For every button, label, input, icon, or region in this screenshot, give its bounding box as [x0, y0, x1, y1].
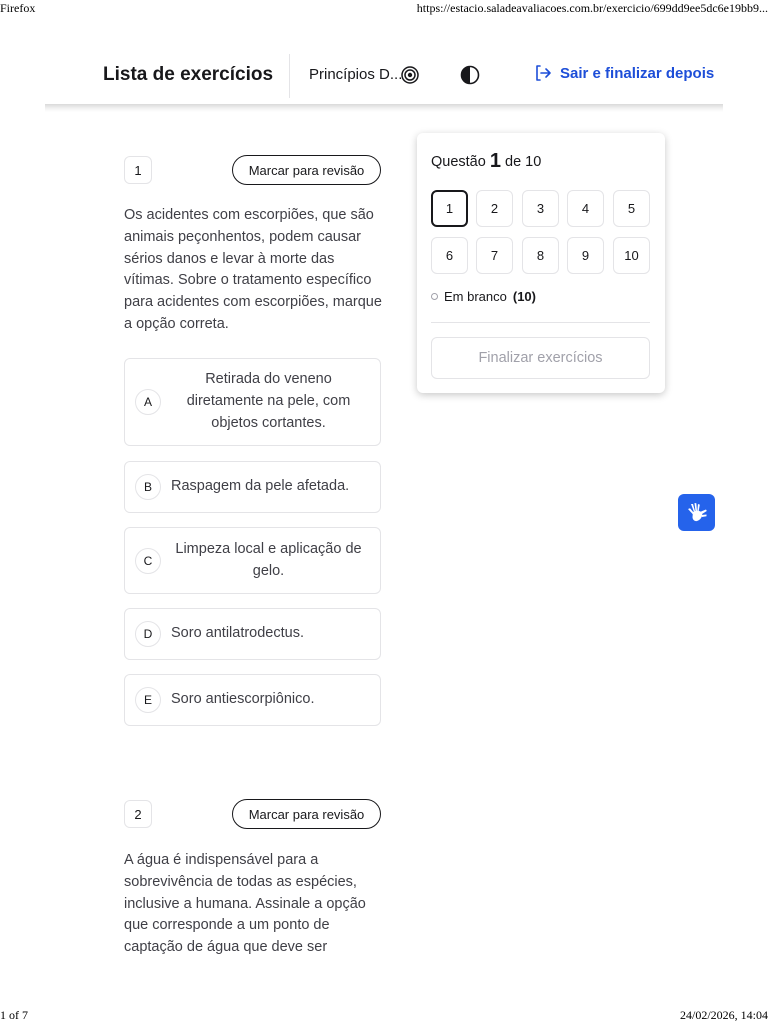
question-nav-button-9[interactable]: 9 — [567, 237, 604, 274]
option-text: Soro antilatrodectus. — [171, 625, 304, 642]
navigator-title — [431, 149, 541, 172]
target-icon[interactable] — [401, 66, 419, 84]
option-letter: D — [135, 621, 161, 647]
question-nav-button-3[interactable]: 3 — [522, 190, 559, 227]
option-letter: C — [135, 548, 161, 574]
subject-name: Princípios D... — [309, 66, 403, 83]
accessibility-button[interactable] — [678, 494, 715, 531]
question-nav-button-10[interactable]: 10 — [613, 237, 650, 274]
question-nav-button-7[interactable]: 7 — [476, 237, 513, 274]
exit-label: Sair e finalizar depois — [560, 64, 715, 82]
exit-and-finish-later-link[interactable] — [533, 63, 714, 83]
legend-count: (10) — [512, 289, 536, 304]
option-letter: B — [135, 474, 161, 500]
mark-for-review-button[interactable]: Marcar para revisão — [232, 799, 381, 829]
question-number: 2 — [124, 800, 152, 828]
title-divider — [289, 54, 290, 98]
answer-option-e[interactable] — [124, 674, 381, 726]
question-nav-button-1[interactable]: 1 — [431, 190, 468, 227]
print-url: https://estacio.saladeavaliacoes.com.br/exercicio/699dd9ee5dc6e19bb9... — [416, 1, 768, 15]
page-title: Lista de exercícios — [103, 64, 274, 85]
question-text: Os acidentes com escorpiões, que são animais peçonhentos, podem causar sérios danos e levar à morte das vítimas. Sobre o tratamento específico para acidentes com escorpiões, marque a opção correta. — [124, 207, 382, 332]
navigator-label-suffix: de 10 — [505, 154, 542, 170]
question-text: A água é indispensável para a sobrevivência de todas as espécies, inclusive a humana. Assinale a opção que corresponde a um ponto de captação de água que deve ser — [124, 852, 366, 956]
print-browser-name: Firefox — [0, 1, 36, 15]
option-text: Soro antiescorpiônico. — [171, 691, 315, 708]
question-nav-button-4[interactable]: 4 — [567, 190, 604, 227]
legend-label: Em branco — [444, 289, 507, 304]
print-page-count: 1 of 7 — [0, 1008, 28, 1022]
question-navigator-panel — [417, 133, 665, 393]
question-nav-button-5[interactable]: 5 — [613, 190, 650, 227]
answer-option-c[interactable] — [124, 527, 381, 594]
option-letter: E — [135, 687, 161, 713]
question-nav-button-8[interactable]: 8 — [522, 237, 559, 274]
contrast-icon[interactable] — [460, 65, 480, 85]
panel-divider — [431, 322, 650, 323]
navigator-label-prefix: Questão — [431, 154, 486, 170]
top-bar — [45, 46, 723, 106]
question-number: 1 — [124, 156, 152, 184]
print-datetime: 24/02/2026, 14:04 — [679, 1008, 768, 1022]
answer-option-a[interactable] — [124, 358, 381, 446]
mark-for-review-button[interactable]: Marcar para revisão — [232, 155, 381, 185]
finish-exercises-button[interactable]: Finalizar exercícios — [431, 337, 650, 379]
option-letter: A — [135, 389, 161, 415]
question-nav-button-2[interactable]: 2 — [476, 190, 513, 227]
option-text: Raspagem da pele afetada. — [171, 478, 350, 495]
option-text: Retirada do veneno diretamente na pele, com objetos cortantes. — [186, 371, 351, 431]
exit-arrow-icon — [533, 63, 553, 83]
answer-option-b[interactable] — [124, 461, 381, 513]
navigator-current-question: 1 — [489, 150, 501, 172]
blank-legend — [431, 289, 536, 304]
answer-option-d[interactable] — [124, 608, 381, 660]
blank-dot-icon — [431, 293, 438, 300]
option-text: Limpeza local e aplicação de gelo. — [175, 540, 362, 579]
question-nav-button-6[interactable]: 6 — [431, 237, 468, 274]
sign-language-icon — [685, 501, 709, 525]
top-bar-shadow — [45, 104, 723, 112]
